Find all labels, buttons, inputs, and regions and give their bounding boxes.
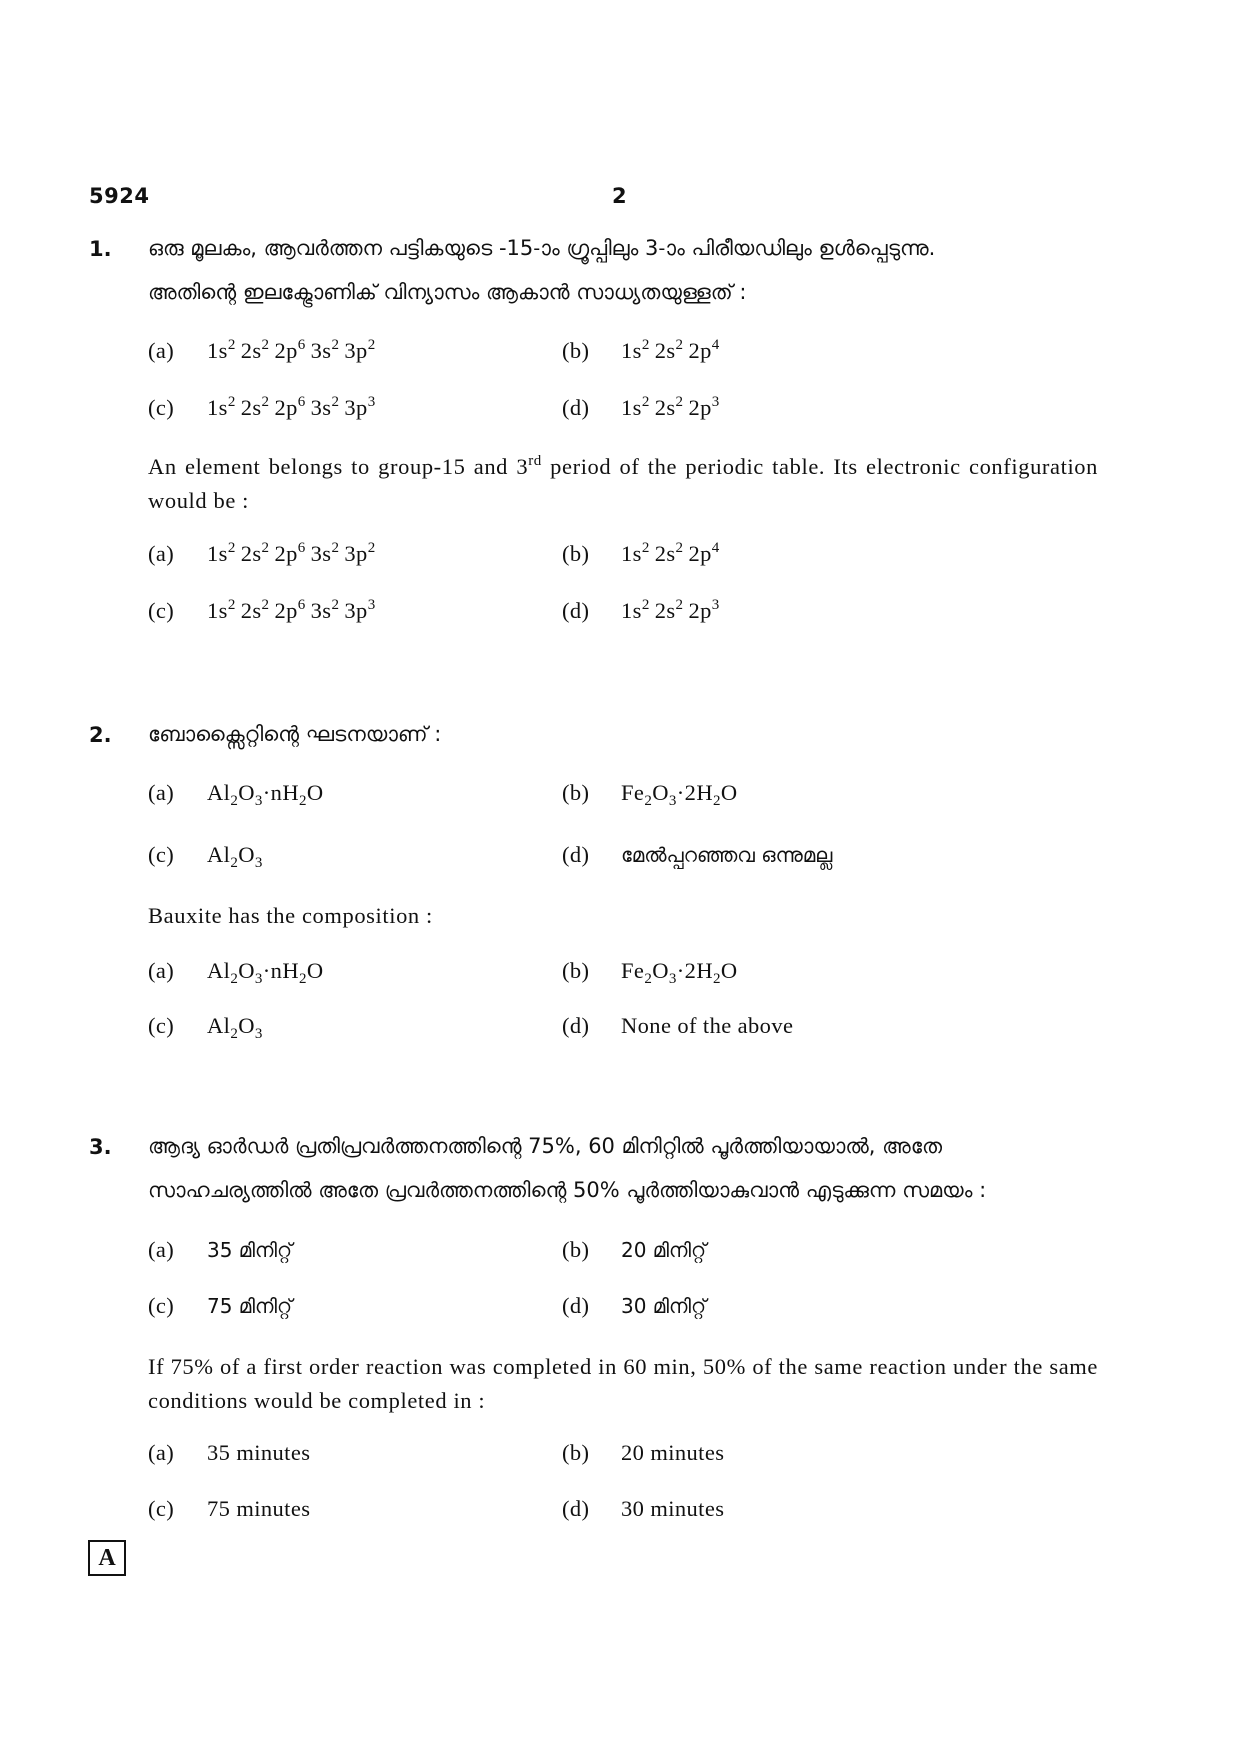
electron-config: $1s^2$ $2s^2$ $2p^6$ $3s^2$ $3p^2$ — [207, 540, 376, 566]
question-text-malayalam — [148, 226, 1098, 314]
question-text-malayalam — [148, 1124, 1098, 1212]
option-label: (d) — [562, 1013, 590, 1038]
chemical-formula: $Al_2O_3\cdot nH_2O$ — [207, 958, 324, 987]
chemical-formula: $Fe_2O_3\cdot 2H_2O$ — [621, 780, 738, 809]
chemical-formula: $Al_2O_3$ — [207, 1013, 263, 1042]
option-d — [562, 598, 720, 624]
option-label: (a) — [148, 1440, 175, 1465]
option-text: 75 minutes — [207, 1496, 311, 1521]
question-text-malayalam — [148, 712, 1098, 756]
option-a — [148, 1237, 292, 1263]
option-a — [148, 780, 324, 809]
option-d — [562, 842, 832, 868]
electron-config: $1s^2$ $2s^2$ $2p^3$ — [621, 394, 720, 420]
option-label: (c) — [148, 1293, 175, 1318]
option-label: (c) — [148, 395, 175, 420]
question-text-english: Bauxite has the composition : — [148, 903, 433, 928]
option-label: (b) — [562, 958, 590, 983]
option-a — [148, 1440, 310, 1466]
electron-config: $1s^2$ $2s^2$ $2p^4$ — [621, 337, 720, 363]
option-label: (a) — [148, 958, 175, 983]
option-label: (d) — [562, 1496, 590, 1521]
electron-config: $1s^2$ $2s^2$ $2p^3$ — [621, 597, 720, 623]
series-box: A — [88, 1540, 126, 1576]
option-d — [562, 1013, 793, 1039]
option-b — [562, 541, 720, 567]
option-c — [148, 1293, 292, 1319]
option-c — [148, 842, 263, 871]
option-text: മേൽപ്പറഞ്ഞവ ഒന്നുമല്ല — [621, 843, 833, 867]
option-label: (b) — [562, 1237, 590, 1262]
option-d — [562, 1293, 706, 1319]
option-c — [148, 395, 376, 421]
option-text: 35 minutes — [207, 1440, 311, 1465]
option-c — [148, 598, 376, 624]
option-c — [148, 1496, 310, 1522]
question-number: 3. — [89, 1135, 112, 1159]
question-number: 2. — [89, 723, 112, 747]
option-label: (b) — [562, 1440, 590, 1465]
option-b — [562, 1440, 724, 1466]
ml-line: സാഹചര്യത്തിൽ അതേ പ്രവർത്തനത്തിന്റെ 50% പൂർത്തിയാകുവാൻ എടുക്കുന്ന സമയം : — [148, 1178, 987, 1202]
option-a — [148, 541, 376, 567]
ml-line: അതിന്റെ ഇലക്ട്രോണിക് വിന്യാസം ആകാൻ സാധ്യതയുള്ളത് : — [148, 280, 747, 304]
option-b — [562, 338, 720, 364]
option-label: (a) — [148, 338, 175, 363]
question-text-english: An element belongs to group-15 and 3rd period of the periodic table. Its electronic configuration would be : — [148, 453, 1099, 513]
option-label: (c) — [148, 842, 175, 867]
option-d — [562, 1496, 724, 1522]
electron-config: $1s^2$ $2s^2$ $2p^4$ — [621, 540, 720, 566]
option-b — [562, 1237, 706, 1263]
option-a — [148, 338, 376, 364]
option-d — [562, 395, 720, 421]
ml-line: ബോക്സൈറ്റിന്റെ ഘടനയാണ് : — [148, 722, 442, 746]
option-text: 20 minutes — [621, 1440, 725, 1465]
option-label: (b) — [562, 338, 590, 363]
option-text: 35 മിനിറ്റ് — [207, 1238, 293, 1262]
option-label: (a) — [148, 1237, 175, 1262]
option-text: None of the above — [621, 1013, 794, 1038]
chemical-formula: $Al_2O_3$ — [207, 842, 263, 871]
option-label: (a) — [148, 780, 175, 805]
option-a — [148, 958, 324, 987]
option-label: (d) — [562, 598, 590, 623]
option-text: 75 മിനിറ്റ് — [207, 1294, 293, 1318]
option-b — [562, 780, 738, 809]
chemical-formula: $Fe_2O_3\cdot 2H_2O$ — [621, 958, 738, 987]
option-label: (d) — [562, 842, 590, 867]
ml-line: ഒരു മൂലകം, ആവർത്തന പട്ടികയുടെ -15-ാം ഗ്രൂപ്പിലും 3-ാം പിരീയഡിലും ഉൾപ്പെടുന്നു. — [148, 236, 936, 260]
electron-config: $1s^2$ $2s^2$ $2p^6$ $3s^2$ $3p^3$ — [207, 597, 376, 623]
option-label: (b) — [562, 541, 590, 566]
electron-config: $1s^2$ $2s^2$ $2p^6$ $3s^2$ $3p^2$ — [207, 337, 376, 363]
electron-config: $1s^2$ $2s^2$ $2p^6$ $3s^2$ $3p^3$ — [207, 394, 376, 420]
page-number: 2 — [612, 184, 627, 208]
chemical-formula: $Al_2O_3\cdot nH_2O$ — [207, 780, 324, 809]
ml-line: ആദ്യ ഓർഡർ പ്രതിപ്രവർത്തനത്തിന്റെ 75%, 60 മിനിറ്റിൽ പൂർത്തിയായാൽ, അതേ — [148, 1134, 942, 1158]
option-label: (c) — [148, 598, 175, 623]
option-label: (a) — [148, 541, 175, 566]
option-label: (c) — [148, 1013, 175, 1038]
paper-code: 5924 — [89, 184, 150, 208]
option-text: 20 മിനിറ്റ് — [621, 1238, 707, 1262]
option-text: 30 minutes — [621, 1496, 725, 1521]
option-label: (d) — [562, 395, 590, 420]
option-text: 30 മിനിറ്റ് — [621, 1294, 707, 1318]
option-label: (d) — [562, 1293, 590, 1318]
question-text-english: If 75% of a first order reaction was completed in 60 min, 50% of the same reaction under the same conditions would be completed in : — [148, 1354, 1098, 1413]
option-b — [562, 958, 738, 987]
question-number: 1. — [89, 237, 112, 261]
option-label: (b) — [562, 780, 590, 805]
option-label: (c) — [148, 1496, 175, 1521]
option-c — [148, 1013, 263, 1042]
